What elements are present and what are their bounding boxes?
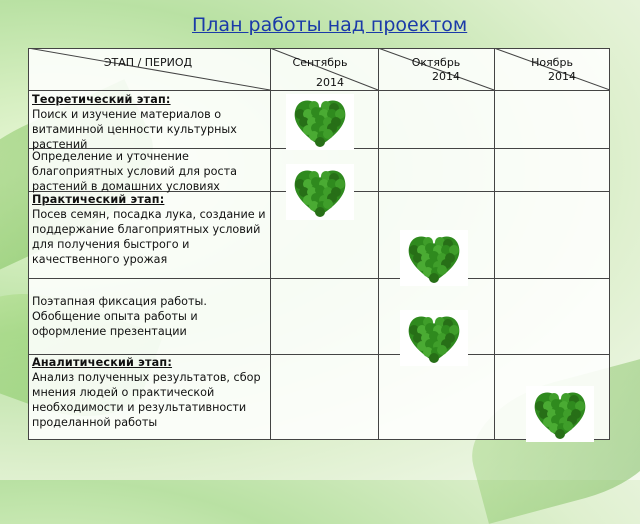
table-row xyxy=(32,294,268,339)
row-text: Посев семян, посадка лука, создание и поддержание благоприятных условий для получения быстрого и качественного урожая xyxy=(32,208,266,266)
table-row xyxy=(32,149,268,194)
header-stage-period: ЭТАП / ПЕРИОД xyxy=(103,56,193,69)
header-month xyxy=(378,56,494,84)
month-year: 2014 xyxy=(548,70,576,83)
stage-label: Практический этап: xyxy=(32,193,165,206)
green-leaf-heart-icon xyxy=(286,164,354,220)
month-year: 2014 xyxy=(316,76,344,89)
month-name: Сентябрь xyxy=(292,56,348,69)
green-leaf-heart-icon xyxy=(400,230,468,286)
header-month xyxy=(494,56,610,84)
month-name: Октябрь xyxy=(411,56,461,69)
row-text: Определение и уточнение благоприятных условий для роста растений в домашних условиях xyxy=(32,150,237,193)
green-leaf-heart-icon xyxy=(286,94,354,150)
row-text: Анализ полученных результатов, сбор мнения людей о практической необходимости и результативности проделанной работы xyxy=(32,371,261,429)
month-name: Ноябрь xyxy=(531,56,573,69)
table-row xyxy=(32,192,268,267)
table-row xyxy=(32,355,268,430)
table-row xyxy=(32,92,268,152)
header-month xyxy=(270,56,370,90)
row-text: Поиск и изучение материалов о витаминной ценности культурных растений xyxy=(32,108,237,151)
stage-label: Аналитический этап: xyxy=(32,356,173,369)
project-plan-table xyxy=(28,48,610,440)
month-year: 2014 xyxy=(432,70,460,83)
slide-title: План работы над проектом xyxy=(192,14,468,36)
stage-label: Теоретический этап: xyxy=(32,93,171,106)
green-leaf-heart-icon xyxy=(400,310,468,366)
green-leaf-heart-icon xyxy=(526,386,594,442)
row-text: Поэтапная фиксация работы. Обобщение опыта работы и оформление презентации xyxy=(32,295,207,338)
